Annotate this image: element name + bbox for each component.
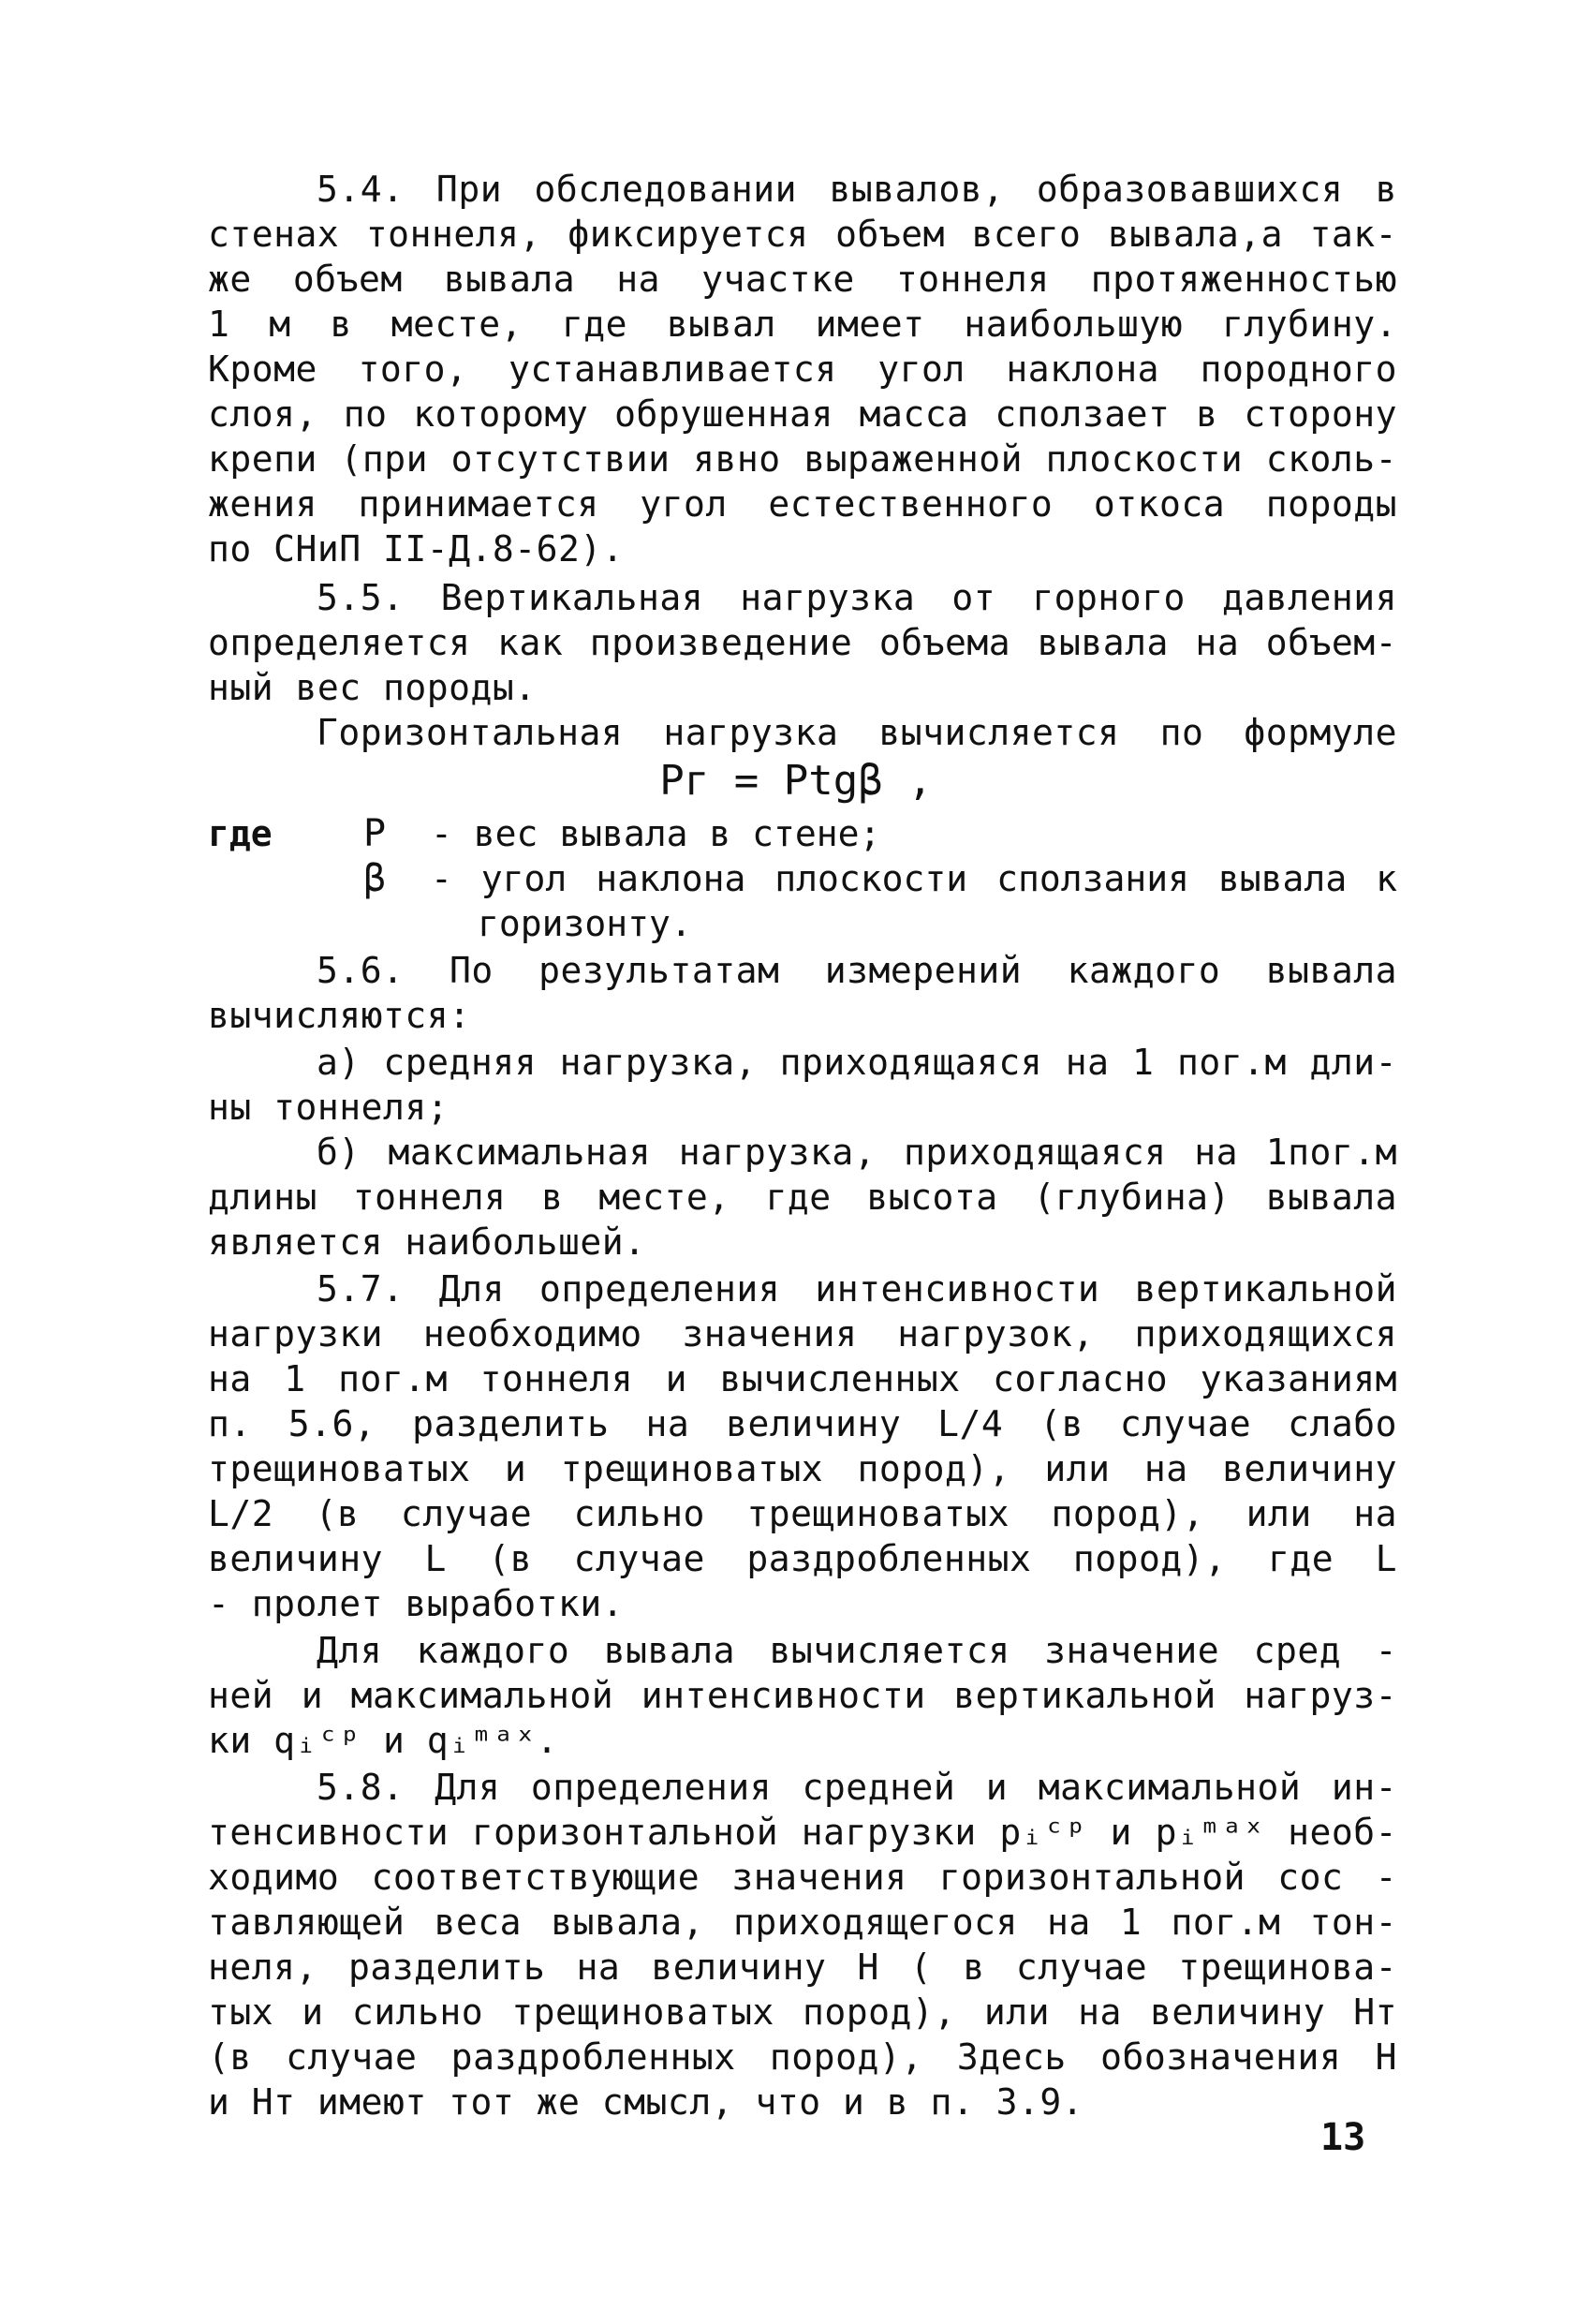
- symbol-p: P: [362, 812, 387, 855]
- text-line: и Hт имеют тот же смысл, что и в п. 3.9.: [208, 2081, 1084, 2123]
- text-line: тавляющей веса вывала, приходящегося на 1 пог.м тон-: [208, 1902, 1397, 1943]
- text-line: 5.7. Для определения интенсивности вертикальной: [317, 1268, 1397, 1310]
- text-line: определяется как произведение объема вывала на объем-: [208, 622, 1397, 663]
- page-number: 13: [1320, 2116, 1366, 2159]
- definition-p: - вес вывала в стене;: [431, 813, 881, 854]
- text-line: крепи (при отсутствии явно выраженной плоскости сколь-: [208, 438, 1397, 480]
- text-line: является наибольшей.: [208, 1221, 646, 1263]
- text-line: тенсивности горизонтальной нагрузки pᵢᶜᵖ и pᵢᵐᵃˣ необ-: [208, 1812, 1397, 1853]
- text-line: Для каждого вывала вычисляется значение сред -: [317, 1630, 1397, 1671]
- text-line: неля, разделить на величину H ( в случае трещинова-: [208, 1947, 1397, 1988]
- text-line: слоя, по которому обрушенная масса сползает в сторону: [208, 393, 1397, 435]
- text-line: стенах тоннеля, фиксируется объем всего вывала,а так-: [208, 214, 1397, 255]
- text-line: тых и сильно трещиноватых пород), или на величину Hт: [208, 1991, 1397, 2033]
- text-line: - пролет выработки.: [208, 1583, 625, 1624]
- text-line: 5.5. Вертикальная нагрузка от горного давления: [317, 577, 1397, 618]
- symbol-beta: β: [362, 857, 387, 900]
- text-line: на 1 пог.м тоннеля и вычисленных согласно указаниям: [208, 1358, 1397, 1399]
- text-line: по СНиП II-Д.8-62).: [208, 528, 625, 570]
- text-line: а) средняя нагрузка, приходящаяся на 1 пог.м дли-: [317, 1042, 1397, 1083]
- text-line: же объем вывала на участке тоннеля протяженностью: [208, 259, 1397, 300]
- text-line: ходимо соответствующие значения горизонтальной сос -: [208, 1857, 1397, 1898]
- text-line: жения принимается угол естественного откоса породы: [208, 483, 1397, 525]
- text-line: длины тоннеля в месте, где высота (глубина) вывала: [208, 1177, 1397, 1218]
- text-line: величину L (в случае раздробленных пород), где L: [208, 1538, 1397, 1579]
- text-line: нагрузки необходимо значения нагрузок, приходящихся: [208, 1313, 1397, 1354]
- text-line: 1 м в месте, где вывал имеет наибольшую глубину.: [208, 303, 1397, 345]
- text-line: Горизонтальная нагрузка вычисляется по формуле: [317, 712, 1397, 753]
- text-line: (в случае раздробленных пород), Здесь обозначения H: [208, 2036, 1397, 2078]
- text-line: вычисляются:: [208, 995, 471, 1036]
- text-line: Кроме того, устанавливается угол наклона породного: [208, 348, 1397, 390]
- text-line: б) максимальная нагрузка, приходящаяся на 1пог.м: [317, 1132, 1397, 1173]
- text-line: 5.8. Для определения средней и максимальной ин-: [317, 1767, 1397, 1808]
- where-label: где: [208, 813, 273, 854]
- text-line: ный вес породы.: [208, 667, 537, 708]
- text-line: ки qᵢᶜᵖ и qᵢᵐᵃˣ.: [208, 1720, 559, 1761]
- text-line: 5.6. По результатам измерений каждого вывала: [317, 950, 1397, 991]
- text-line: ны тоннеля;: [208, 1087, 450, 1128]
- definition-beta: - угол наклона плоскости сползания вывала к: [431, 858, 1397, 899]
- definition-cont: горизонту.: [478, 903, 692, 944]
- formula: Pг = Ptgβ ,: [659, 757, 933, 805]
- text-line: L/2 (в случае сильно трещиноватых пород), или на: [208, 1493, 1397, 1534]
- text-line: 5.4. При обследовании вывалов, образовавшихся в: [317, 169, 1397, 210]
- text-line: трещиноватых и трещиноватых пород), или на величину: [208, 1448, 1397, 1489]
- text-line: ней и максимальной интенсивности вертикальной нагруз-: [208, 1675, 1397, 1716]
- text-line: п. 5.6, разделить на величину L/4 (в случае слабо: [208, 1403, 1397, 1444]
